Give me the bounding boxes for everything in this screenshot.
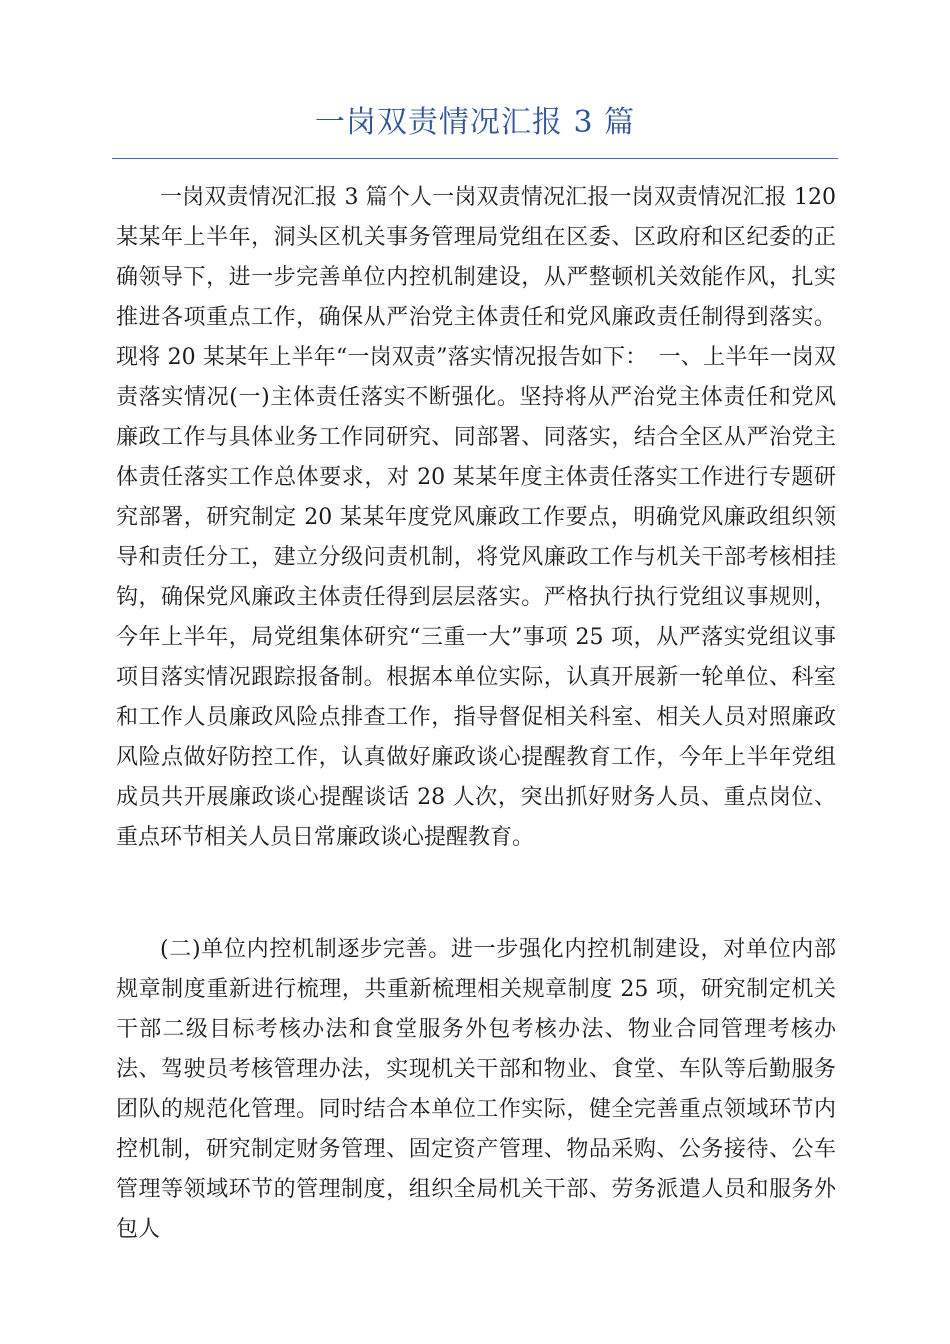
paragraph-2: (二)单位内控机制逐步完善。进一步强化内控机制建设，对单位内部规章制度重新进行梳理，共重新梳理相关规章制度 25 项，研究制定机关干部二级目标考核办法和食堂服务外包考核办法、物业合同管理考核办法、驾驶员考核管理办法，实现机关干部和物业、食堂、车队等后勤服务团队的规范化管理。同时结合本单位工作实际，健全完善重点领域环节内控机制，研究制定财务管理、固定资产管理、物品采购、公务接待、公车管理等领域环节的管理制度，组织全局机关干部、劳务派遣人员和服务外包人 — [116, 937, 836, 1242]
document-title: 一岗双责情况汇报 3 篇 — [314, 105, 636, 140]
title-divider — [112, 158, 838, 159]
paragraph-1: 一岗双责情况汇报 3 篇个人一岗双责情况汇报一岗双责情况汇报 120 某某年上半年，洞头区机关事务管理局党组在区委、区政府和区纪委的正确领导下，进一步完善单位内控机制建设，从严整顿机关效能作风，扎实推进各项重点工作，确保从严治党主体责任和党风廉政责任制得到落实。现将 20 某某年上半年“一岗双责”落实情况报告如下： 一、上半年一岗双责落实情况(一)主体责任落实不断强化。坚持将从严治党主体责任和党风廉政工作与具体业务工作同研究、同部署、同落实，结合全区从严治党主体责任落实工作总体要求，对 20 某某年度主体责任落实工作进行专题研究部署，研究制定 20 某某年度党风廉政工作要点，明确党风廉政组织领导和责任分工，建立分级问责机制，将党风廉政工作与机关干部考核相挂钩，确保党风廉政主体责任得到层层落实。严格执行执行党组议事规则，今年上半年，局党组集体研究“三重一大”事项 25 项，从严落实党组议事项目落实情况跟踪报备制。根据本单位实际，认真开展新一轮单位、科室和工作人员廉政风险点排查工作，指导督促相关科室、相关人员对照廉政风险点做好防控工作，认真做好廉政谈心提醒教育工作，今年上半年党组成员共开展廉政谈心提醒谈话 28 人次，突出抓好财务人员、重点岗位、重点环节相关人员日常廉政谈心提醒教育。 — [116, 185, 836, 850]
